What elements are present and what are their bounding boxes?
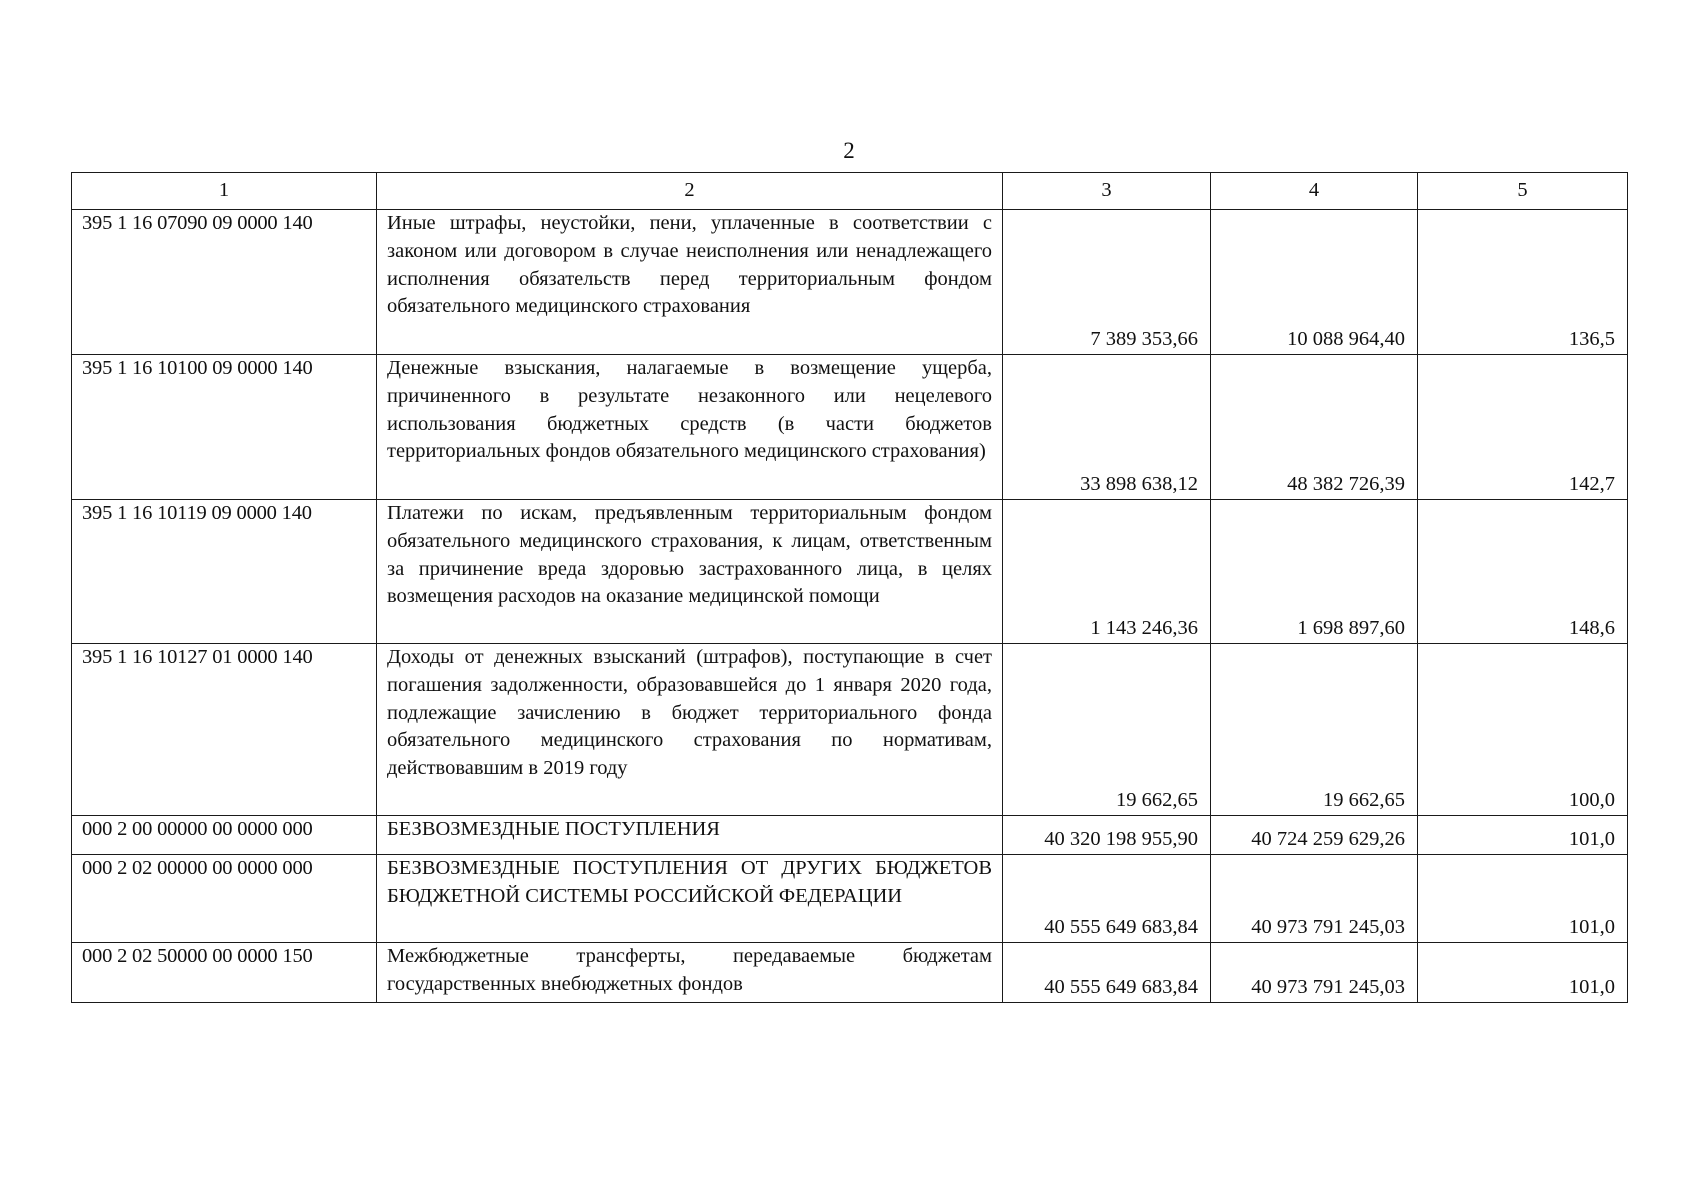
description-cell: БЕЗВОЗМЕЗДНЫЕ ПОСТУПЛЕНИЯ: [377, 816, 1003, 855]
amount-col4-cell: 40 973 791 245,03: [1211, 855, 1418, 943]
table-row: [72, 943, 1628, 1003]
table-row: [72, 644, 1628, 816]
budget-code-cell: 000 2 00 00000 00 0000 000: [72, 816, 377, 855]
amount-col4-cell: 10 088 964,40: [1211, 210, 1418, 355]
budget-code-cell: 395 1 16 07090 09 0000 140: [72, 210, 377, 355]
column-header: 3: [1003, 173, 1211, 210]
percent-col5-cell: 148,6: [1418, 500, 1628, 644]
percent-col5-cell: 142,7: [1418, 355, 1628, 500]
revenue-table: [71, 172, 1628, 1003]
description-cell: Платежи по искам, предъявленным территориальным фондом обязательного медицинского страхования, к лицам, ответственным за причинение вреда здоровью застрахованного лица, в целях возмещения расходов на оказание медицинской помощи: [377, 500, 1003, 644]
amount-col3-cell: 7 389 353,66: [1003, 210, 1211, 355]
column-header: 1: [72, 173, 377, 210]
description-cell: Доходы от денежных взысканий (штрафов), поступающие в счет погашения задолженности, образовавшейся до 1 января 2020 года, подлежащие зачислению в бюджет территориального фонда обязательного медицинского страхования по нормативам, действовавшим в 2019 году: [377, 644, 1003, 816]
column-header: 2: [377, 173, 1003, 210]
budget-code-cell: 000 2 02 00000 00 0000 000: [72, 855, 377, 943]
description-cell: БЕЗВОЗМЕЗДНЫЕ ПОСТУПЛЕНИЯ ОТ ДРУГИХ БЮДЖЕТОВ БЮДЖЕТНОЙ СИСТЕМЫ РОССИЙСКОЙ ФЕДЕРАЦИИ: [377, 855, 1003, 943]
amount-col4-cell: 48 382 726,39: [1211, 355, 1418, 500]
amount-col3-cell: 40 555 649 683,84: [1003, 943, 1211, 1003]
table-row: [72, 355, 1628, 500]
amount-col4-cell: 19 662,65: [1211, 644, 1418, 816]
amount-col3-cell: 40 320 198 955,90: [1003, 816, 1211, 855]
table-row: [72, 210, 1628, 355]
amount-col3-cell: 19 662,65: [1003, 644, 1211, 816]
table-row: [72, 855, 1628, 943]
budget-code-cell: 395 1 16 10100 09 0000 140: [72, 355, 377, 500]
column-header: 4: [1211, 173, 1418, 210]
percent-col5-cell: 101,0: [1418, 816, 1628, 855]
description-cell: Денежные взыскания, налагаемые в возмещение ущерба, причиненного в результате незаконного или нецелевого использования бюджетных средств (в части бюджетов территориальных фондов обязательного медицинского страхования): [377, 355, 1003, 500]
percent-col5-cell: 101,0: [1418, 943, 1628, 1003]
amount-col4-cell: 1 698 897,60: [1211, 500, 1418, 644]
page-number: 2: [843, 138, 855, 163]
table-row: [72, 500, 1628, 644]
percent-col5-cell: 136,5: [1418, 210, 1628, 355]
amount-col4-cell: 40 724 259 629,26: [1211, 816, 1418, 855]
amount-col3-cell: 33 898 638,12: [1003, 355, 1211, 500]
amount-col3-cell: 1 143 246,36: [1003, 500, 1211, 644]
table-row: [72, 816, 1628, 855]
percent-col5-cell: 101,0: [1418, 855, 1628, 943]
description-cell: Межбюджетные трансферты, передаваемые бюджетам государственных внебюджетных фондов: [377, 943, 1003, 1003]
budget-code-cell: 395 1 16 10119 09 0000 140: [72, 500, 377, 644]
budget-code-cell: 395 1 16 10127 01 0000 140: [72, 644, 377, 816]
table-header-row: [72, 173, 1628, 210]
percent-col5-cell: 100,0: [1418, 644, 1628, 816]
description-cell: Иные штрафы, неустойки, пени, уплаченные в соответствии с законом или договором в случае неисполнения или ненадлежащего исполнения обязательств перед территориальным фондом обязательного медицинского страхования: [377, 210, 1003, 355]
column-header: 5: [1418, 173, 1628, 210]
amount-col3-cell: 40 555 649 683,84: [1003, 855, 1211, 943]
budget-code-cell: 000 2 02 50000 00 0000 150: [72, 943, 377, 1003]
amount-col4-cell: 40 973 791 245,03: [1211, 943, 1418, 1003]
